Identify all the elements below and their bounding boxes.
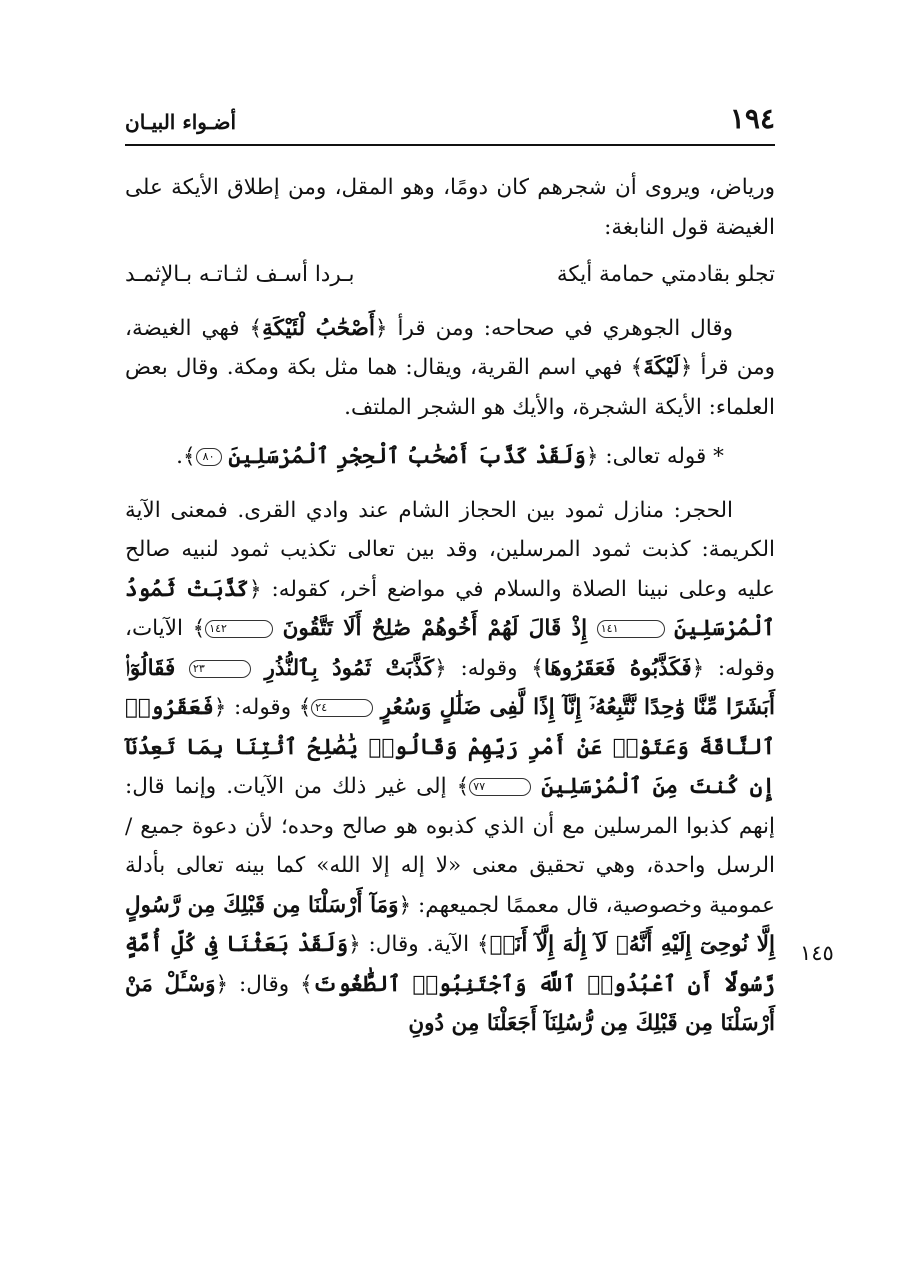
text-segment: الآية. وقال: bbox=[368, 932, 470, 957]
ornate-bracket-open: ﴿ bbox=[213, 695, 227, 720]
quran-quote: أَصْحَٰبُ لْئَيْكَةِ bbox=[262, 315, 375, 341]
ornate-bracket-open: ﴿ bbox=[215, 971, 229, 997]
quran-quote: وَمَآ أَرْسَلْنَا مِن قَبْلِكَ مِن رَّسُولٍ إِلَّا نُوحِىٓ إِلَيْهِ أَنَّهُۥ لَآ إِلَٰهَ إِلَّآ أَنَا۠ bbox=[125, 892, 775, 957]
ayah-number-marker: ٢٣ bbox=[189, 660, 251, 678]
poetry-line bbox=[125, 247, 775, 309]
book-title: أضـواء البيـان bbox=[125, 110, 237, 134]
ornate-bracket-close: ﴾ bbox=[249, 315, 263, 341]
quran-quote: كَذَّبَتْ ثَمُودُ بِٱلنُّذُرِ bbox=[264, 655, 435, 681]
paragraph-1: ورياض، ويروى أن شجرهم كان دومًا، وهو المقل، ومن إطلاق الأيكة على الغيضة قول النابغة: bbox=[125, 175, 775, 240]
text-segment: إلى غير ذلك من الآيات. وإنما قال: إنهم كذبوا المرسلين مع أن الذي كذبوه هو صالح وحده؛ لأن دعوة جميع / الرسل واحدة، وهي تحقيق معنى «لا إله إلا الله» كما بينه تعالى بأدلة عمومية وخصوصية، قال معممًا لجميعهم: bbox=[125, 774, 775, 918]
quran-quote: فَكَذَّبُوهُ فَعَقَرُوهَا bbox=[543, 655, 692, 681]
text-segment: الحجر: منازل ثمود بين الحجاز الشام عند وادي القرى. فمعنى الآية الكريمة: كذبت ثمود المرسلين، وقد بين تعالى تكذيب ثمود لنبيه صالح عليه وعلى نبينا الصلاة والسلام في مواضع أخر، كقوله: bbox=[125, 497, 775, 602]
text-segment: وقوله: bbox=[460, 655, 518, 681]
text-segment: فهي الغيضة، ومن قرأ bbox=[125, 315, 775, 380]
ornate-bracket-open: ﴿ bbox=[348, 932, 361, 957]
quran-quote: فَقَالُوٓا۟ أَبَشَرًا مِّنَّا وَٰحِدًا نَّتَّبِعُهُۥٓ إِنَّآ إِذًا لَّفِى ضَلَٰلٍ وَسُعُرٍ bbox=[125, 655, 775, 720]
running-header bbox=[125, 100, 775, 146]
ornate-bracket-open: ﴿ bbox=[434, 655, 447, 681]
heading-intro: * قوله تعالى: bbox=[605, 444, 724, 469]
margin-volume-page-number: ١٤٥ bbox=[800, 941, 834, 965]
quran-quote: فَعَقَرُوا۟ ٱلنَّاقَةَ وَعَتَوْا۟ عَنْ أَمْرِ رَبِّهِمْ وَقَالُوا۟ يَٰصَٰلِحُ ٱئْتِنَا بِمَا تَعِدُنَآ إِن كُنتَ مِنَ ٱلْمُرْسَلِينَ bbox=[125, 695, 775, 799]
ornate-bracket-close: ﴾ bbox=[456, 774, 470, 799]
paragraph-3 bbox=[125, 491, 775, 1044]
ornate-bracket-close: ﴾ bbox=[630, 355, 644, 380]
text-segment: وقال الجوهري في صحاحه: ومن قرأ bbox=[397, 315, 733, 341]
quran-quote: إِذْ قَالَ لَهُمْ أَخُوهُمْ صَٰلِحٌ أَلَا تَتَّقُونَ bbox=[282, 616, 588, 641]
quran-quote: وَلَقَدْ بَعَثْنَا فِى كُلِّ أُمَّةٍ رَّسُولًا أَنِ ٱعْبُدُوا۟ ٱللَّهَ وَٱجْتَنِبُوا۟ ٱلطَّٰغُوتَ bbox=[125, 932, 775, 997]
quran-quote: كَذَّبَتْ ثَمُودُ ٱلْمُرْسَلِينَ bbox=[125, 576, 775, 641]
ayah-number-marker: ١٤١ bbox=[597, 620, 665, 638]
text-segment: وقوله: bbox=[234, 695, 292, 720]
quran-quote: لَيْكَةَ bbox=[643, 355, 680, 380]
ornate-bracket-open: ﴿ bbox=[691, 655, 705, 681]
ornate-bracket-open: ﴿ bbox=[374, 315, 388, 341]
poem-second-hemistich: بـردا أسـف لثـاتـه بـالإثمـد bbox=[125, 262, 355, 287]
quran-quote: وَسْـَٔلْ مَنْ أَرْسَلْنَا مِن قَبْلِكَ مِن رُّسُلِنَآ أَجَعَلْنَا مِن دُونِ bbox=[125, 971, 775, 1036]
verse-heading: * قوله تعالى: ﴿وَلَقَدْ كَذَّبَ أَصْحَٰبُ ٱلْحِجْرِ ٱلْمُرْسَلِينَ ٨٠﴾. bbox=[176, 444, 724, 469]
ayah-number-marker: ٨٠ bbox=[196, 448, 222, 466]
page-number: ١٩٤ bbox=[729, 102, 775, 135]
ornate-bracket-open: ﴿ bbox=[398, 892, 412, 918]
poem-first-hemistich: تجلو بقادمتي حمامة أيكة bbox=[556, 262, 775, 287]
ayah-number-marker: ٧٧ bbox=[469, 778, 531, 796]
ornate-bracket-close: ﴾ bbox=[531, 655, 544, 681]
ayah-number-marker: ٢٤ bbox=[311, 699, 373, 717]
paragraph-2 bbox=[125, 309, 775, 428]
text-body bbox=[125, 168, 775, 1044]
ornate-bracket-open: ﴿ bbox=[248, 576, 262, 602]
ornate-bracket-open: ﴿ bbox=[585, 444, 599, 469]
ayah-number-marker: ١٤٢ bbox=[205, 620, 273, 638]
ornate-bracket-close: ﴾ bbox=[476, 932, 490, 957]
text-segment: وقال: bbox=[239, 971, 290, 997]
ornate-bracket-close: ﴾ bbox=[300, 971, 313, 997]
text-segment: الآيات، وقوله: bbox=[125, 616, 776, 681]
ornate-bracket-open: ﴿ bbox=[679, 355, 693, 380]
ornate-bracket-close: ﴾ bbox=[192, 616, 206, 641]
ornate-bracket-close: ﴾ bbox=[182, 444, 196, 469]
ornate-bracket-close: ﴾ bbox=[298, 695, 312, 720]
quran-quote: وَلَقَدْ كَذَّبَ أَصْحَٰبُ ٱلْحِجْرِ ٱلْمُرْسَلِينَ bbox=[228, 444, 586, 469]
text-segment: فهي اسم القرية، ويقال: هما مثل بكة ومكة. وقال بعض العلماء: الأيكة الشجرة، والأيك هو الشجر الملتف. bbox=[125, 355, 775, 420]
